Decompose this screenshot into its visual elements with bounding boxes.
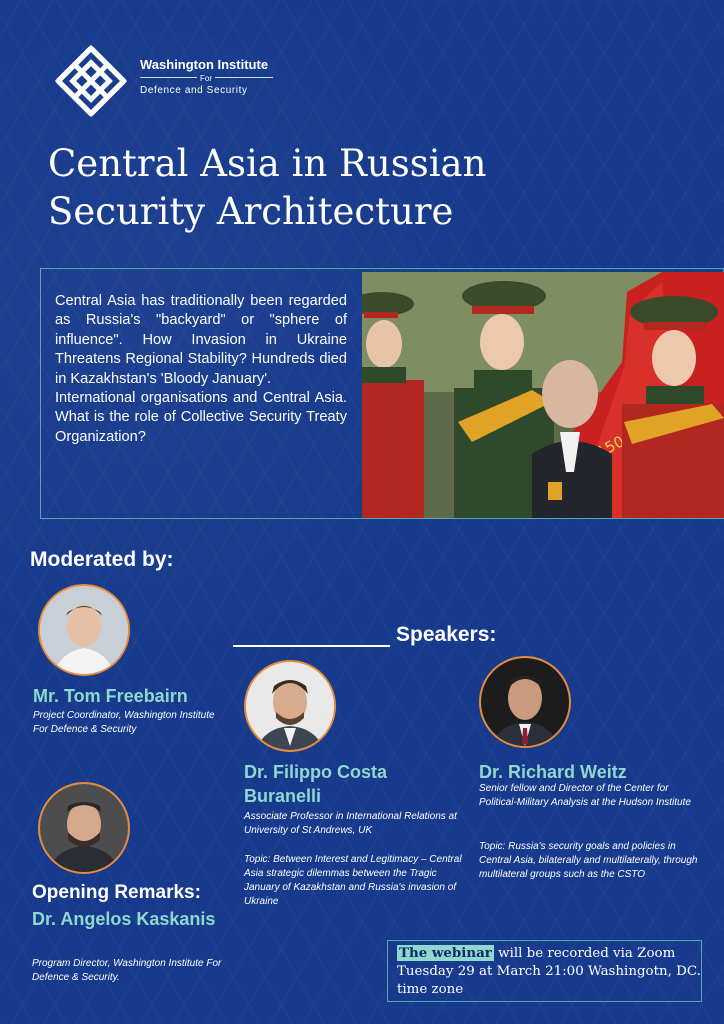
intro-paragraph-1: Central Asia has traditionally been regarded as Russia's "backyard" or "sphere of influence". How Invasion in Ukraine Threatens Regional Stability? Hundreds died in Kazakhstan's 'Bloody January'. bbox=[55, 293, 347, 387]
filippo-topic-label: Topic: bbox=[244, 854, 271, 865]
richard-topic-label: Topic: bbox=[479, 841, 506, 852]
webinar-line3: time zone bbox=[397, 982, 464, 997]
event-title-line1: Central Asia in Russian bbox=[48, 142, 487, 185]
richard-name: Dr. Richard Weitz bbox=[479, 762, 627, 782]
opening-heading: Opening Remarks: bbox=[32, 882, 201, 903]
angelos-role: Program Director, Washington Institute For Defence & Security. bbox=[32, 958, 222, 983]
webinar-line2: Tuesday 29 at March 21:00 Washingotn, DC. bbox=[397, 964, 701, 979]
richard-topic-text: Russia's security goals and policies in Central Asia, bilaterally and multilaterally, through multilateral groups such as the CSTO bbox=[479, 841, 698, 880]
richard-avatar bbox=[479, 656, 571, 748]
speakers-divider bbox=[233, 645, 390, 647]
filippo-name: Dr. Filippo Costa Buranelli bbox=[244, 762, 388, 806]
intro-text bbox=[55, 292, 347, 447]
event-title bbox=[48, 140, 688, 236]
intro-paragraph-2: International organisations and Central Asia. What is the role of Collective Security Treaty Organization? bbox=[55, 390, 347, 445]
event-title-line2: Security Architecture bbox=[48, 190, 454, 233]
webinar-info-box bbox=[387, 940, 702, 1002]
main-photo bbox=[362, 272, 724, 518]
richard-role: Senior fellow and Director of the Center for Political-Military Analysis at the Hudson Institute bbox=[479, 783, 691, 808]
banner-text: 150 bbox=[593, 432, 628, 462]
angelos-avatar bbox=[38, 782, 130, 874]
angelos-name: Dr. Angelos Kaskanis bbox=[32, 909, 216, 929]
webinar-line1-rest: will be recorded via Zoom bbox=[493, 946, 676, 961]
filippo-role: Associate Professor in International Relations at University of St Andrews, UK bbox=[244, 811, 457, 836]
filippo-topic-text: Between Interest and Legitimacy – Central Asia strategic dilemmas between the Tragic January of Kazakhstan and Russia's invasion of Ukraine bbox=[244, 854, 462, 907]
logo-subtitle: Defence and Security bbox=[140, 85, 248, 96]
speakers-heading: Speakers: bbox=[396, 623, 497, 646]
tom-avatar bbox=[38, 584, 130, 676]
webinar-highlight: The webinar bbox=[399, 945, 492, 961]
filippo-topic bbox=[244, 853, 466, 909]
webinar-line1 bbox=[397, 944, 695, 963]
tom-name: Mr. Tom Freebairn bbox=[33, 686, 188, 706]
tom-role: Project Coordinator, Washington Institute For Defence & Security bbox=[33, 710, 215, 735]
filippo-avatar bbox=[244, 660, 336, 752]
moderated-heading: Moderated by: bbox=[30, 548, 174, 571]
logo-title: Washington Institute bbox=[140, 57, 269, 72]
logo-knot-icon bbox=[50, 40, 132, 122]
logo-for: For bbox=[197, 74, 215, 83]
richard-topic bbox=[479, 840, 709, 882]
